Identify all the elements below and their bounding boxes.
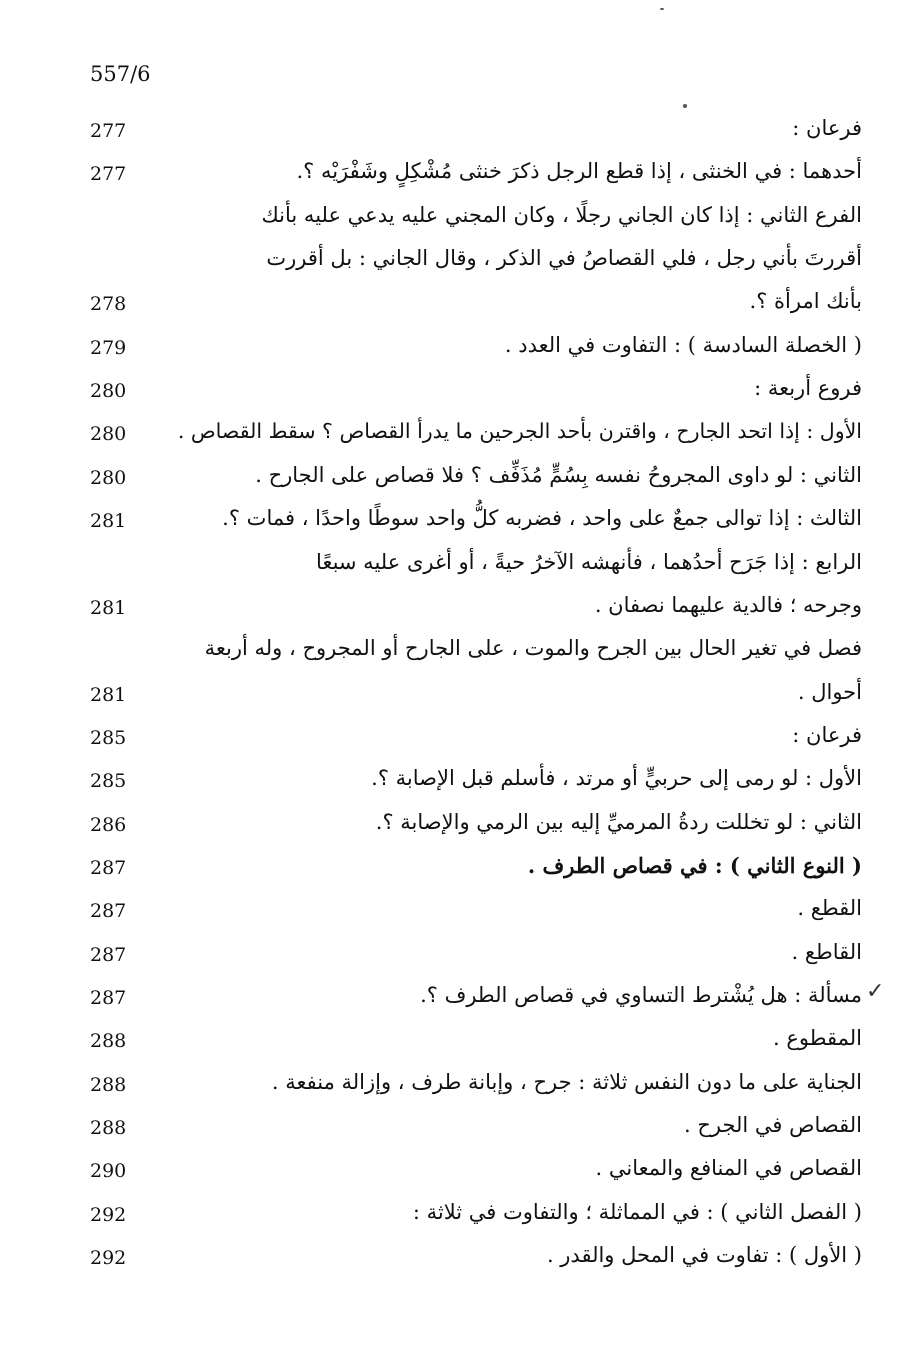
toc-entry bbox=[0, 1109, 914, 1152]
toc-entry-text: أحوال . bbox=[797, 679, 862, 704]
toc-page-number: 277 bbox=[90, 120, 127, 142]
toc-page-number: 281 bbox=[90, 596, 127, 619]
toc-entry-text: القصاص في المنافع والمعاني . bbox=[595, 1156, 862, 1181]
toc-entry-text: المقطوع . bbox=[773, 1026, 862, 1051]
toc-entry bbox=[0, 719, 914, 762]
toc-entry bbox=[0, 676, 914, 719]
toc-page-number: 285 bbox=[90, 726, 127, 749]
toc-page-number: 280 bbox=[90, 466, 127, 489]
toc-entry bbox=[0, 329, 914, 372]
toc-page-number: 287 bbox=[90, 943, 127, 966]
toc-entry bbox=[0, 1022, 914, 1065]
toc-page-number: 281 bbox=[90, 683, 127, 706]
toc-entry bbox=[0, 502, 914, 545]
toc-entry-text: ( الخصلة السادسة ) : التفاوت في العدد . bbox=[504, 332, 862, 357]
toc-page-number: 278 bbox=[90, 293, 127, 316]
toc-entry-text: الفرع الثاني : إذا كان الجاني رجلًا ، وكان المجني عليه يدعي عليه بأنك bbox=[261, 202, 862, 227]
toc-page-number: 287 bbox=[90, 900, 127, 923]
toc-entry-text: القصاص في الجرح . bbox=[683, 1113, 862, 1138]
toc-entry bbox=[0, 199, 914, 242]
toc-page-number: 280 bbox=[90, 380, 127, 403]
toc-entry bbox=[0, 1196, 914, 1239]
toc-entry bbox=[0, 936, 914, 979]
toc-entry-text: الأول : إذا اتحد الجارح ، واقترن بأحد الجرحين ما يدرأ القصاص ؟ سقط القصاص . bbox=[177, 419, 862, 444]
toc-page-number: 287 bbox=[90, 856, 127, 879]
toc-entry bbox=[0, 242, 914, 285]
toc-page-number: 288 bbox=[90, 1117, 127, 1140]
toc-entry bbox=[0, 459, 914, 502]
toc-entry bbox=[0, 892, 914, 935]
toc-entry-text: الجناية على ما دون النفس ثلاثة : جرح ، وإبانة طرف ، وإزالة منفعة . bbox=[271, 1069, 862, 1094]
toc-entry bbox=[0, 285, 914, 328]
toc-page-number: 277 bbox=[90, 163, 127, 186]
toc-page-number: 288 bbox=[90, 1073, 127, 1096]
toc-entry-text: بأنك امرأة ؟. bbox=[749, 289, 862, 314]
toc-entry bbox=[0, 589, 914, 632]
toc-entry-text: أحدهما : في الخنثى ، إذا قطع الرجل ذكرَ خنثى مُشْكِلٍ وشَفْرَيْه ؟. bbox=[296, 159, 862, 184]
toc-entry bbox=[0, 372, 914, 415]
toc-page-number: 292 bbox=[90, 1203, 127, 1226]
toc-entry-text: ( الأول ) : تفاوت في المحل والقدر . bbox=[546, 1243, 862, 1268]
scan-speck bbox=[660, 8, 664, 10]
toc-page-number: 292 bbox=[90, 1247, 127, 1270]
page-number: 557/6 bbox=[90, 62, 151, 86]
toc-entry-text: القطع . bbox=[797, 896, 862, 921]
toc-entry bbox=[0, 762, 914, 805]
toc-entry-text: فروع أربعة : bbox=[754, 376, 862, 401]
toc-entry bbox=[0, 979, 914, 1022]
toc-entry-text: الأول : لو رمى إلى حربيٍّ أو مرتد ، فأسلم قبل الإصابة ؟. bbox=[371, 766, 862, 791]
toc-entry bbox=[0, 155, 914, 198]
toc-page-number: 290 bbox=[90, 1160, 127, 1183]
toc-entry-text: الرابع : إذا جَرَح أحدُهما ، فأنهشه الآخرُ حيةً ، أو أغرى عليه سبعًا bbox=[316, 549, 862, 574]
check-mark-icon: ✓ bbox=[866, 979, 885, 1004]
toc-page-number: 287 bbox=[90, 987, 127, 1009]
toc-entry bbox=[0, 415, 914, 458]
toc-entry bbox=[0, 112, 914, 155]
toc-entry-text: ( الفصل الثاني ) : في المماثلة ؛ والتفاوت في ثلاثة : bbox=[412, 1199, 862, 1224]
toc-entry-text: ( النوع الثاني ) : في قصاص الطرف . bbox=[527, 852, 862, 878]
toc-entry bbox=[0, 546, 914, 589]
toc-page-number: 285 bbox=[90, 770, 127, 793]
toc-entry-text: القاطع . bbox=[791, 939, 862, 964]
toc-entry bbox=[0, 632, 914, 675]
toc-page-number: 288 bbox=[90, 1030, 127, 1053]
toc-entry-text: أقررتَ بأني رجل ، فلي القصاصُ في الذكر ، وقال الجاني : بل أقررت bbox=[266, 246, 862, 271]
toc-entry bbox=[0, 849, 914, 892]
toc-page-number: 279 bbox=[90, 336, 127, 359]
toc-entry-text: فرعان : bbox=[792, 722, 862, 747]
toc-entry-text: مسألة : هل يُشْترط التساوي في قصاص الطرف ؟. bbox=[420, 983, 862, 1007]
scan-speck bbox=[683, 104, 687, 108]
toc-entry-text: الثاني : لو داوى المجروحُ نفسه بِسُمٍّ مُذَفِّف ؟ فلا قصاص على الجارح . bbox=[255, 462, 862, 487]
toc-page-number: 286 bbox=[90, 813, 127, 836]
toc-page-number: 281 bbox=[90, 510, 127, 533]
toc-entry bbox=[0, 1152, 914, 1195]
toc-entry-text: الثالث : إذا توالى جمعٌ على واحد ، فضربه كلُّ واحد سوطًا واحدًا ، فمات ؟. bbox=[222, 506, 862, 531]
toc-page-number: 280 bbox=[90, 423, 127, 446]
toc-entry-text: وجرحه ؛ فالدية عليهما نصفان . bbox=[594, 592, 862, 617]
toc-entry-text: الثاني : لو تخللت ردةُ المرميِّ إليه بين الرمي والإصابة ؟. bbox=[375, 809, 862, 834]
toc-entry bbox=[0, 806, 914, 849]
toc-entry-text: فرعان : bbox=[792, 116, 862, 140]
toc-entry bbox=[0, 1239, 914, 1282]
toc-entry bbox=[0, 1066, 914, 1109]
toc-entry-text: فصل في تغير الحال بين الجرح والموت ، على الجارح أو المجروح ، وله أربعة bbox=[204, 636, 862, 661]
